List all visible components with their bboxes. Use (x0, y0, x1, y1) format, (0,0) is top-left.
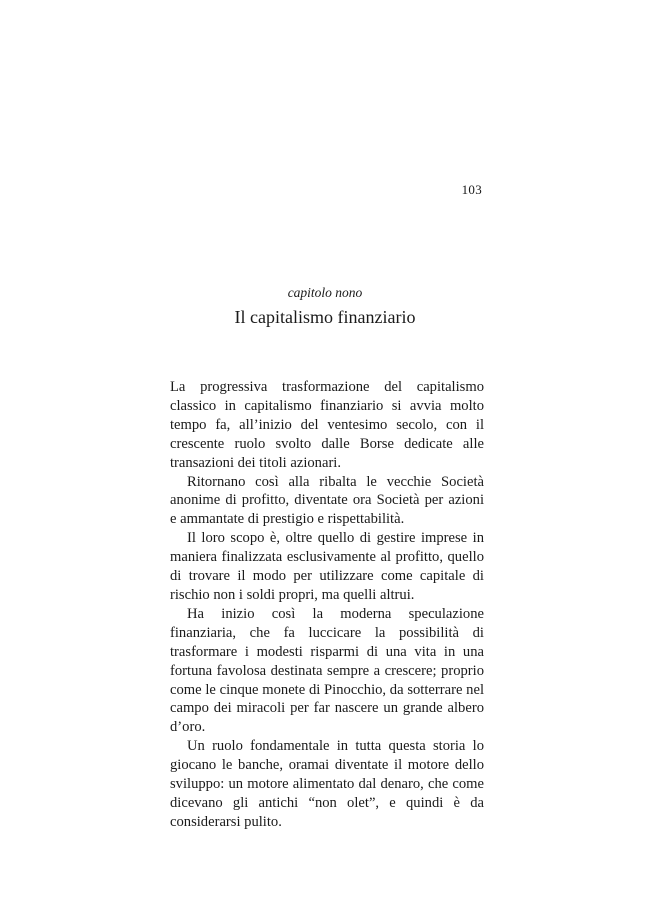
paragraph-5: Un ruolo fondamentale in tutta questa storia lo giocano le banche, oramai diventate il motore dello sviluppo: un motore alimentato dal denaro, che come dicevano gli antichi “non olet”, e quindi è da considerarsi pulito. (170, 738, 484, 830)
chapter-label: capitolo nono (287, 285, 363, 300)
paragraph-4: Ha inizio così la moderna speculazione finanziaria, che fa luccicare la possibilità di trasformare i modesti risparmi di una vita in una fortuna favolosa destinata sempre a crescere; proprio come le cinque monete di Pinocchio, da sotterrare nel campo dei miracoli per far nascere un grande albero d’oro. (170, 605, 484, 736)
paragraph-3: Il loro scopo è, oltre quello di gestire imprese in maniera finalizzata esclusivamente al profitto, quello di trovare il modo per utilizzare come capitale di rischio non i soldi propri, ma quelli altrui. (170, 530, 484, 603)
paragraph-2: Ritornano così alla ribalta le vecchie Società anonime di profitto, diventate ora Società per azioni e ammantate di prestigio e rispettabilità. (170, 473, 484, 528)
chapter-body (170, 378, 484, 832)
page-number: 103 (461, 182, 482, 197)
chapter-header (160, 284, 490, 329)
chapter-title: Il capitalismo finanziario (234, 307, 416, 327)
paragraph-1: La progressiva trasformazione del capitalismo classico in capitalismo finanziario si avvia molto tempo fa, all’inizio del ventesimo secolo, con il crescente ruolo svolto dalle Borse dedicate alle transazioni dei titoli azionari. (170, 379, 484, 471)
